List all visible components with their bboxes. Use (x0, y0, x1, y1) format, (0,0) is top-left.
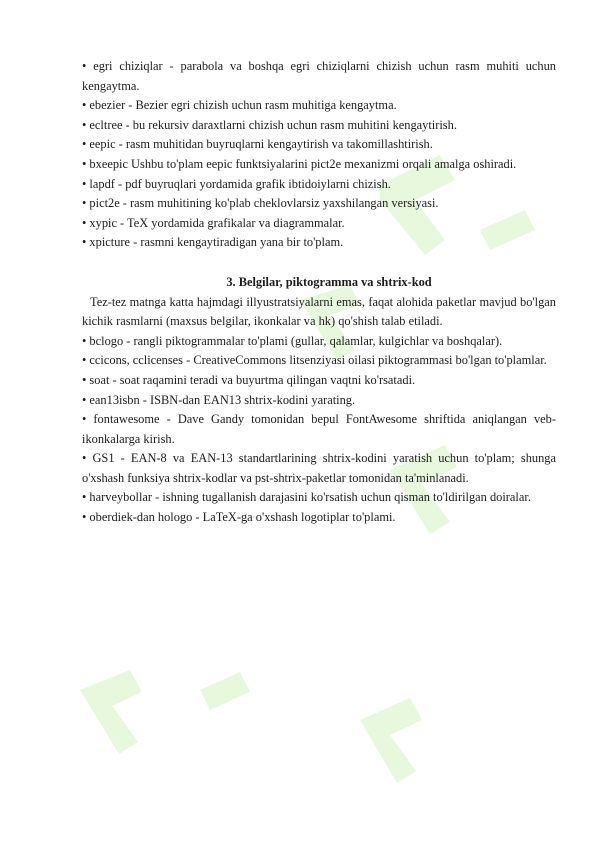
document-body (82, 57, 556, 528)
list-item: • xpicture - rasmni kengaytiradigan yana bir to'plam. (82, 235, 344, 250)
list-item: • xypic - TeX yordamida grafikalar va diagrammalar. (82, 215, 345, 230)
list-item: • ean13isbn - ISBN-dan EAN13 shtrix-kodini yarating. (82, 392, 356, 407)
section-heading: 3. Belgilar, piktogramma va shtrix-kod (226, 274, 432, 289)
list-item: • ecltree - bu rekursiv daraxtlarni chizish uchun rasm muhitini kengaytirish. (82, 117, 457, 132)
list-item: • eepic - rasm muhitidan buyruqlarni kengaytirish va takomillashtirish. (82, 137, 433, 152)
list-item: • GS1 - EAN-8 va EAN-13 standartlarining shtrix-kodini yaratish uchun to'plam; shunga o'xshash funksiya shtrix-kodlar va pst-shtrix-paketlar tomonidan ta'minlanadi. (82, 451, 556, 485)
list-item: • harveybollar - ishning tugallanish darajasini ko'rsatish uchun qisman to'ldirilgan doiralar. (82, 490, 531, 505)
list-item: • soat - soat raqamini teradi va buyurtma qilingan vaqtni ko'rsatadi. (82, 372, 416, 387)
list-item: • lapdf - pdf buyruqlari yordamida grafik ibtidoiylarni chizish. (82, 176, 391, 191)
list-item: • ccicons, cclicenses - CreativeCommons litsenziyasi oilasi piktogrammasi bo'lgan to'plamlar. (82, 353, 547, 368)
section-intro: Tez-tez matnga katta hajmdagi illyustratsiyalarni emas, faqat alohida paketlar mavjud bo'lgan kichik rasmlarni (maxsus belgilar, ikonkalar va hk) qo'shish talab etiladi. (82, 294, 556, 329)
list-item: • bclogo - rangli piktogrammalar to'plami (gullar, qalamlar, kulgichlar va boshqalar). (82, 333, 503, 348)
list-item: • bxeepic Ushbu to'plam eepic funktsiyalarini pict2e mexanizmi orqali amalga oshiradi. (82, 156, 517, 171)
list-item: • oberdiek-dan hologo - LaTeX-ga o'xshash logotiplar to'plami. (82, 510, 396, 525)
list-item: • ebezier - Bezier egri chizish uchun rasm muhitiga kengaytma. (82, 98, 397, 113)
list-item: • pict2e - rasm muhitining ko'plab cheklovlarsiz yaxshilangan versiyasi. (82, 196, 439, 211)
section-gap (82, 253, 556, 273)
list-item: • fontawesome - Dave Gandy tomonidan bepul FontAwesome shriftida aniqlangan veb-ikonkalarga kirish. (82, 412, 556, 446)
list-item: • egri chiziqlar - parabola va boshqa egri chiziqlarni chizish uchun rasm muhiti uchun kengaytma. (82, 59, 556, 93)
